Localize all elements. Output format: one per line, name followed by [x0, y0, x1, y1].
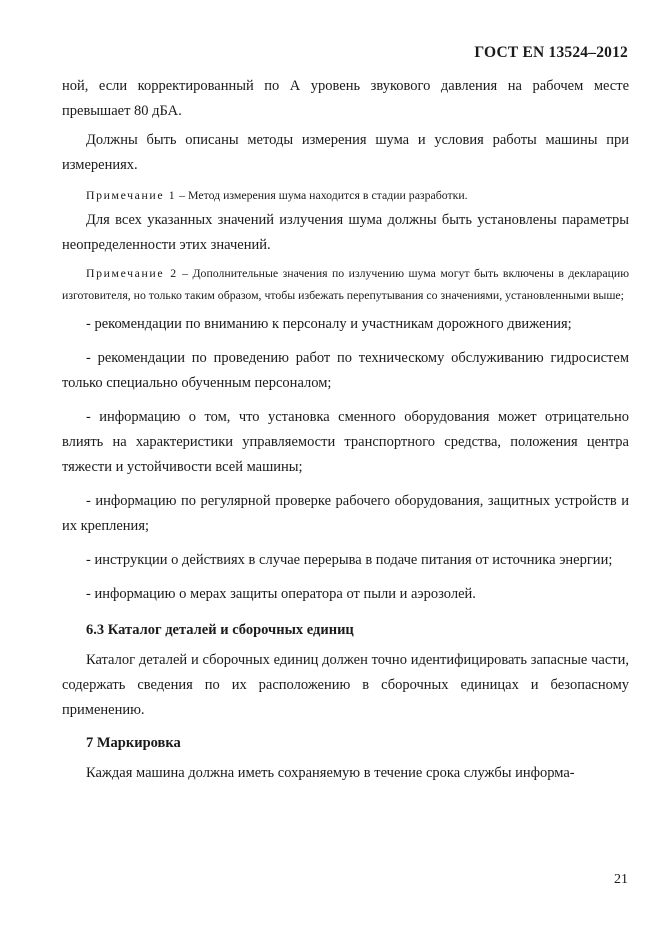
- list-item: - информацию о том, что установка сменного оборудования может отрицательно влиять на характеристики управляемости транспортного средства, положения центра тяжести и устойчивости всей машины;: [62, 409, 629, 475]
- note-label: Примечание 2: [86, 266, 178, 280]
- paragraph: Должны быть описаны методы измерения шума и условия работы машины при измерениях.: [62, 132, 629, 173]
- note: [62, 184, 629, 206]
- list-item: - рекомендации по проведению работ по техническому обслуживанию гидросистем только специально обученным персоналом;: [62, 350, 629, 391]
- paragraph: Для всех указанных значений излучения шума должны быть установлены параметры неопределенности этих значений.: [62, 212, 629, 253]
- list-item: - информацию по регулярной проверке рабочего оборудования, защитных устройств и их крепления;: [62, 493, 629, 534]
- section-heading: 7 Маркировка: [86, 735, 181, 751]
- list-item: - рекомендации по вниманию к персоналу и участникам дорожного движения;: [86, 316, 572, 332]
- page-content: [62, 74, 629, 786]
- page-number: 21: [614, 872, 628, 887]
- list-item: - информацию о мерах защиты оператора от пыли и аэрозолей.: [86, 586, 476, 602]
- section-heading: 6.3 Каталог деталей и сборочных единиц: [86, 622, 354, 638]
- note-text: – Дополнительные значения по излучению шума могут быть включены в декларацию изготовителя, но только таким образом, чтобы избежать перепутывания со значениями, установленными выше;: [62, 266, 630, 302]
- list-item: - инструкции о действиях в случае перерыва в подаче питания от источника энергии;: [86, 552, 613, 568]
- note-label: Примечание 1: [86, 188, 177, 202]
- note: [62, 262, 629, 306]
- paragraph: Каталог деталей и сборочных единиц должен точно идентифицировать запасные части, содержать сведения по их расположению в сборочных единицах и безопасному применению.: [62, 652, 629, 718]
- paragraph: ной, если корректированный по А уровень звукового давления на рабочем месте превышает 80 дБА.: [62, 78, 629, 119]
- page-header: ГОСТ EN 13524–2012: [474, 44, 628, 61]
- note-text: – Метод измерения шума находится в стадии разработки.: [179, 188, 468, 202]
- paragraph: Каждая машина должна иметь сохраняемую в течение срока службы информа-: [86, 765, 575, 781]
